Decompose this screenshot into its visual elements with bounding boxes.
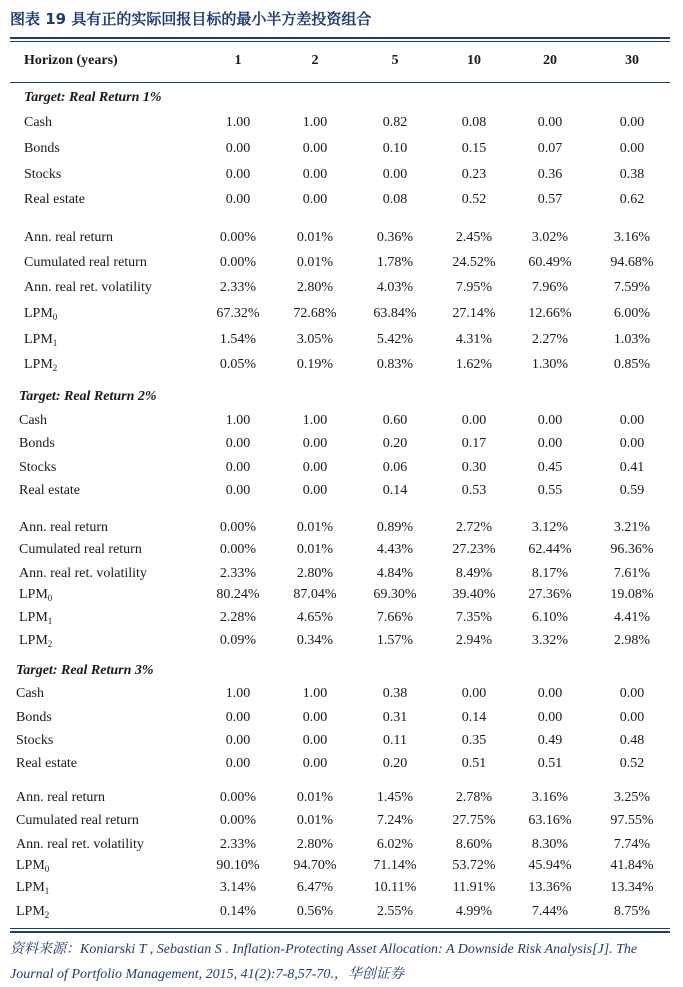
- table-cell: 0.15: [461, 141, 487, 156]
- row-label: [19, 566, 147, 582]
- row-label: [19, 520, 108, 536]
- table-cell: 7.96%: [531, 280, 569, 295]
- table-cell: 0.00: [619, 686, 645, 701]
- horizon-header-10: 10: [467, 53, 481, 68]
- table-cell: 0.00: [619, 141, 645, 156]
- table-cell: 0.00: [225, 460, 251, 475]
- row-label: [16, 756, 77, 772]
- row-label-text: Real estate: [24, 192, 86, 207]
- table-cell: 27.75%: [452, 813, 496, 828]
- table-cell: 2.80%: [296, 566, 334, 581]
- row-label-text: Stocks: [19, 460, 57, 475]
- table-cell: 27.14%: [452, 306, 496, 321]
- table-cell: 0.00: [537, 115, 563, 130]
- table-cell: 8.49%: [455, 566, 493, 581]
- table-cell: 2.80%: [296, 837, 334, 852]
- section-title: Target: Real Return 2%: [19, 389, 157, 404]
- table-cell: 0.83%: [376, 357, 414, 372]
- table-cell: 0.48: [619, 733, 645, 748]
- table-cell: 0.38: [382, 686, 408, 701]
- table-cell: 0.01%: [296, 230, 334, 245]
- table-cell: 0.00%: [219, 813, 257, 828]
- section-title: Target: Real Return 3%: [16, 663, 154, 678]
- table-cell: 90.10%: [216, 858, 260, 873]
- table-cell: 3.05%: [296, 332, 334, 347]
- table-cell: 7.44%: [531, 904, 569, 919]
- table-cell: 0.00: [225, 167, 251, 182]
- row-label-subscript: 2: [47, 639, 53, 649]
- table-cell: 2.33%: [219, 837, 257, 852]
- row-label-text: Ann. real ret. volatility: [16, 837, 144, 852]
- table-cell: 8.17%: [531, 566, 569, 581]
- table-cell: 0.00: [302, 167, 328, 182]
- table-cell: 0.01%: [296, 520, 334, 535]
- table-cell: 19.08%: [610, 587, 654, 602]
- row-label: [24, 306, 57, 322]
- top-rule: [10, 37, 670, 39]
- table-cell: 27.23%: [452, 542, 496, 557]
- table-cell: 67.32%: [216, 306, 260, 321]
- table-cell: 8.75%: [613, 904, 651, 919]
- table-cell: 0.00: [382, 167, 408, 182]
- table-cell: 0.36: [537, 167, 563, 182]
- table-cell: 7.61%: [613, 566, 651, 581]
- section-title: Target: Real Return 1%: [24, 90, 162, 105]
- horizon-header-30: 30: [625, 53, 639, 68]
- row-label: [19, 436, 55, 452]
- row-label-subscript: 0: [44, 864, 50, 874]
- horizon-header-1: 1: [234, 53, 242, 68]
- table-cell: 0.00%: [219, 255, 257, 270]
- row-label-text: Cumulated real return: [19, 542, 142, 557]
- table-cell: 0.05%: [219, 357, 257, 372]
- table-cell: 62.44%: [528, 542, 572, 557]
- table-cell: 0.00: [619, 710, 645, 725]
- row-label-subscript: 1: [52, 338, 58, 348]
- table-cell: 27.36%: [528, 587, 572, 602]
- row-label: [24, 357, 57, 373]
- row-label-text: Ann. real ret. volatility: [24, 280, 152, 295]
- table-cell: 0.00: [225, 192, 251, 207]
- table-cell: 69.30%: [373, 587, 417, 602]
- table-cell: 3.02%: [531, 230, 569, 245]
- row-label-subscript: 0: [47, 593, 53, 603]
- row-label: [16, 790, 105, 806]
- row-label-text: Bonds: [24, 141, 60, 156]
- table-cell: 0.82: [382, 115, 408, 130]
- row-label: [16, 686, 44, 702]
- table-cell: 6.47%: [296, 880, 334, 895]
- row-label-subscript: 2: [52, 363, 58, 373]
- table-cell: 7.35%: [455, 610, 493, 625]
- bottom-rule-thick: [10, 931, 670, 933]
- table-cell: 0.00: [225, 733, 251, 748]
- table-cell: 4.84%: [376, 566, 414, 581]
- table-cell: 7.24%: [376, 813, 414, 828]
- table-cell: 63.16%: [528, 813, 572, 828]
- table-cell: 2.72%: [455, 520, 493, 535]
- row-label-text: LPM: [24, 306, 53, 321]
- table-cell: 0.00: [619, 413, 645, 428]
- table-cell: 0.10: [382, 141, 408, 156]
- table-cell: 0.00: [225, 483, 251, 498]
- table-cell: 96.36%: [610, 542, 654, 557]
- table-cell: 0.36%: [376, 230, 414, 245]
- table-cell: 3.25%: [613, 790, 651, 805]
- table-cell: 0.30: [461, 460, 487, 475]
- table-cell: 1.30%: [531, 357, 569, 372]
- row-label: [16, 837, 144, 853]
- row-label-text: Cumulated real return: [24, 255, 147, 270]
- table-cell: 0.07: [537, 141, 563, 156]
- row-label-text: Stocks: [16, 733, 54, 748]
- row-label: [19, 633, 52, 649]
- table-cell: 94.68%: [610, 255, 654, 270]
- table-cell: 0.51: [461, 756, 487, 771]
- table-cell: 0.62: [619, 192, 645, 207]
- row-label-text: LPM: [16, 904, 45, 919]
- row-label-subscript: 1: [44, 886, 50, 896]
- table-cell: 0.09%: [219, 633, 257, 648]
- row-label-text: LPM: [16, 880, 45, 895]
- table-cell: 0.14: [461, 710, 487, 725]
- figure-title: 图表 19 具有正的实际回报目标的最小半方差投资组合: [10, 10, 372, 28]
- row-label: [16, 880, 49, 896]
- table-cell: 3.16%: [531, 790, 569, 805]
- table-cell: 1.78%: [376, 255, 414, 270]
- row-label: [19, 460, 56, 476]
- table-cell: 2.80%: [296, 280, 334, 295]
- table-cell: 8.30%: [531, 837, 569, 852]
- table-cell: 72.68%: [293, 306, 337, 321]
- table-cell: 0.52: [619, 756, 645, 771]
- table-cell: 0.00: [302, 733, 328, 748]
- table-cell: 4.65%: [296, 610, 334, 625]
- table-cell: 60.49%: [528, 255, 572, 270]
- table-cell: 0.00%: [219, 520, 257, 535]
- table-cell: 0.57: [537, 192, 563, 207]
- table-cell: 4.31%: [455, 332, 493, 347]
- table-cell: 3.21%: [613, 520, 651, 535]
- table-cell: 1.00: [225, 413, 251, 428]
- row-label-text: Bonds: [16, 710, 52, 725]
- table-cell: 2.33%: [219, 280, 257, 295]
- row-label: [24, 167, 61, 183]
- table-cell: 7.95%: [455, 280, 493, 295]
- table-cell: 6.00%: [613, 306, 651, 321]
- table-cell: 0.60: [382, 413, 408, 428]
- table-cell: 0.00: [302, 192, 328, 207]
- table-cell: 0.00: [461, 686, 487, 701]
- table-cell: 0.00: [302, 710, 328, 725]
- table-cell: 0.00: [537, 436, 563, 451]
- table-cell: 7.59%: [613, 280, 651, 295]
- table-cell: 0.00%: [219, 230, 257, 245]
- table-cell: 0.00: [302, 756, 328, 771]
- table-cell: 0.89%: [376, 520, 414, 535]
- table-cell: 1.45%: [376, 790, 414, 805]
- table-cell: 80.24%: [216, 587, 260, 602]
- table-cell: 0.59: [619, 483, 645, 498]
- table-cell: 2.28%: [219, 610, 257, 625]
- table-cell: 0.00: [225, 710, 251, 725]
- table-cell: 0.00: [537, 710, 563, 725]
- row-label-text: Cash: [16, 686, 44, 701]
- row-label: [24, 332, 57, 348]
- table-cell: 2.94%: [455, 633, 493, 648]
- table-cell: 0.00: [302, 141, 328, 156]
- table-cell: 0.11: [383, 733, 407, 748]
- row-label: [19, 413, 47, 429]
- row-label: [19, 483, 80, 499]
- table-cell: 0.00: [225, 141, 251, 156]
- top-rule-thin: [10, 41, 670, 42]
- table-cell: 8.60%: [455, 837, 493, 852]
- row-label-text: LPM: [16, 858, 45, 873]
- table-cell: 0.23: [461, 167, 487, 182]
- table-cell: 0.38: [619, 167, 645, 182]
- table-cell: 0.51: [537, 756, 563, 771]
- table-cell: 1.00: [302, 413, 328, 428]
- table-cell: 63.84%: [373, 306, 417, 321]
- table-cell: 12.66%: [528, 306, 572, 321]
- row-label: [24, 141, 60, 157]
- table-cell: 2.98%: [613, 633, 651, 648]
- table-cell: 4.41%: [613, 610, 651, 625]
- row-label: [24, 192, 85, 208]
- table-cell: 71.14%: [373, 858, 417, 873]
- table-cell: 11.91%: [452, 880, 496, 895]
- table-cell: 3.16%: [613, 230, 651, 245]
- horizon-header: Horizon (years): [24, 53, 118, 68]
- table-cell: 5.42%: [376, 332, 414, 347]
- row-label-text: Cumulated real return: [16, 813, 139, 828]
- table-cell: 4.43%: [376, 542, 414, 557]
- table-cell: 53.72%: [452, 858, 496, 873]
- row-label: [24, 255, 147, 271]
- row-label: [16, 904, 49, 920]
- table-cell: 0.35: [461, 733, 487, 748]
- row-label-text: Real estate: [16, 756, 78, 771]
- table-cell: 2.27%: [531, 332, 569, 347]
- table-cell: 0.17: [461, 436, 487, 451]
- table-cell: 0.00: [619, 436, 645, 451]
- row-label: [19, 542, 142, 558]
- row-label-text: Bonds: [19, 436, 55, 451]
- table-cell: 1.62%: [455, 357, 493, 372]
- horizon-header-2: 2: [311, 53, 319, 68]
- table-cell: 0.00: [302, 460, 328, 475]
- table-cell: 0.41: [619, 460, 645, 475]
- table-cell: 1.03%: [613, 332, 651, 347]
- table-cell: 0.53: [461, 483, 487, 498]
- table-cell: 0.00: [537, 413, 563, 428]
- table-cell: 0.01%: [296, 542, 334, 557]
- table-cell: 0.19%: [296, 357, 334, 372]
- table-cell: 1.54%: [219, 332, 257, 347]
- table-cell: 7.66%: [376, 610, 414, 625]
- table-cell: 97.55%: [610, 813, 654, 828]
- table-cell: 0.00: [225, 756, 251, 771]
- row-label-text: LPM: [19, 587, 48, 602]
- table-cell: 1.00: [225, 115, 251, 130]
- table-cell: 10.11%: [373, 880, 417, 895]
- table-cell: 0.01%: [296, 813, 334, 828]
- table-cell: 13.34%: [610, 880, 654, 895]
- table-cell: 41.84%: [610, 858, 654, 873]
- row-label-text: Ann. real return: [24, 230, 114, 245]
- table-cell: 4.99%: [455, 904, 493, 919]
- row-label-text: Cash: [19, 413, 47, 428]
- table-cell: 2.33%: [219, 566, 257, 581]
- row-label: [24, 115, 52, 131]
- row-label-text: Ann. real return: [16, 790, 106, 805]
- row-label-text: Cash: [24, 115, 52, 130]
- table-cell: 0.31: [382, 710, 408, 725]
- horizon-header-5: 5: [391, 53, 399, 68]
- table-cell: 0.00: [302, 436, 328, 451]
- table-cell: 0.20: [382, 436, 408, 451]
- table-cell: 0.08: [382, 192, 408, 207]
- table-cell: 6.02%: [376, 837, 414, 852]
- row-label-text: Ann. real return: [19, 520, 109, 535]
- table-cell: 0.14%: [219, 904, 257, 919]
- row-label-subscript: 0: [52, 312, 58, 322]
- table-cell: 0.00: [302, 483, 328, 498]
- table-cell: 0.20: [382, 756, 408, 771]
- table-cell: 1.00: [302, 115, 328, 130]
- row-label-text: Real estate: [19, 483, 81, 498]
- table-cell: 0.52: [461, 192, 487, 207]
- table-cell: 0.45: [537, 460, 563, 475]
- table-cell: 2.45%: [455, 230, 493, 245]
- table-cell: 0.14: [382, 483, 408, 498]
- table-cell: 0.00: [537, 686, 563, 701]
- row-label-text: Ann. real ret. volatility: [19, 566, 147, 581]
- table-cell: 13.36%: [528, 880, 572, 895]
- bottom-rule: [10, 928, 670, 929]
- table-cell: 0.01%: [296, 255, 334, 270]
- table-cell: 0.34%: [296, 633, 334, 648]
- table-cell: 0.56%: [296, 904, 334, 919]
- header-rule: [10, 82, 670, 83]
- table-cell: 0.00%: [219, 790, 257, 805]
- row-label: [16, 733, 53, 749]
- table-cell: 0.49: [537, 733, 563, 748]
- row-label: [24, 230, 113, 246]
- horizon-header-20: 20: [543, 53, 557, 68]
- row-label-text: Stocks: [24, 167, 62, 182]
- table-cell: 6.10%: [531, 610, 569, 625]
- table-cell: 3.32%: [531, 633, 569, 648]
- row-label-text: LPM: [24, 332, 53, 347]
- table-cell: 0.85%: [613, 357, 651, 372]
- table-cell: 1.57%: [376, 633, 414, 648]
- table-cell: 0.00: [461, 413, 487, 428]
- table-cell: 0.00: [225, 436, 251, 451]
- table-cell: 94.70%: [293, 858, 337, 873]
- table-cell: 24.52%: [452, 255, 496, 270]
- table-cell: 2.55%: [376, 904, 414, 919]
- table-cell: 3.12%: [531, 520, 569, 535]
- table-cell: 2.78%: [455, 790, 493, 805]
- row-label-text: LPM: [24, 357, 53, 372]
- table-cell: 0.06: [382, 460, 408, 475]
- table-cell: 0.00%: [219, 542, 257, 557]
- row-label: [16, 710, 52, 726]
- table-cell: 87.04%: [293, 587, 337, 602]
- row-label: [19, 587, 52, 603]
- row-label: [16, 858, 49, 874]
- table-cell: 45.94%: [528, 858, 572, 873]
- row-label-text: LPM: [19, 633, 48, 648]
- table-cell: 0.55: [537, 483, 563, 498]
- table-cell: 39.40%: [452, 587, 496, 602]
- row-label-subscript: 1: [47, 616, 53, 626]
- table-cell: 3.14%: [219, 880, 257, 895]
- table-cell: 0.08: [461, 115, 487, 130]
- table-cell: 1.00: [225, 686, 251, 701]
- row-label-subscript: 2: [44, 910, 50, 920]
- row-label: [16, 813, 139, 829]
- table-cell: 4.03%: [376, 280, 414, 295]
- table-cell: 0.00: [619, 115, 645, 130]
- row-label-text: LPM: [19, 610, 48, 625]
- source-note: 资料来源：Koniarski T , Sebastian S . Inflation-Protecting Asset Allocation: A Downside Risk Analysis[J]. The Journal of Portfolio Management, 2015, 41(2):7-8,57-70.，华创证券: [10, 942, 638, 982]
- row-label: [19, 610, 52, 626]
- row-label: [24, 280, 152, 296]
- table-cell: 1.00: [302, 686, 328, 701]
- table-cell: 0.01%: [296, 790, 334, 805]
- table-cell: 7.74%: [613, 837, 651, 852]
